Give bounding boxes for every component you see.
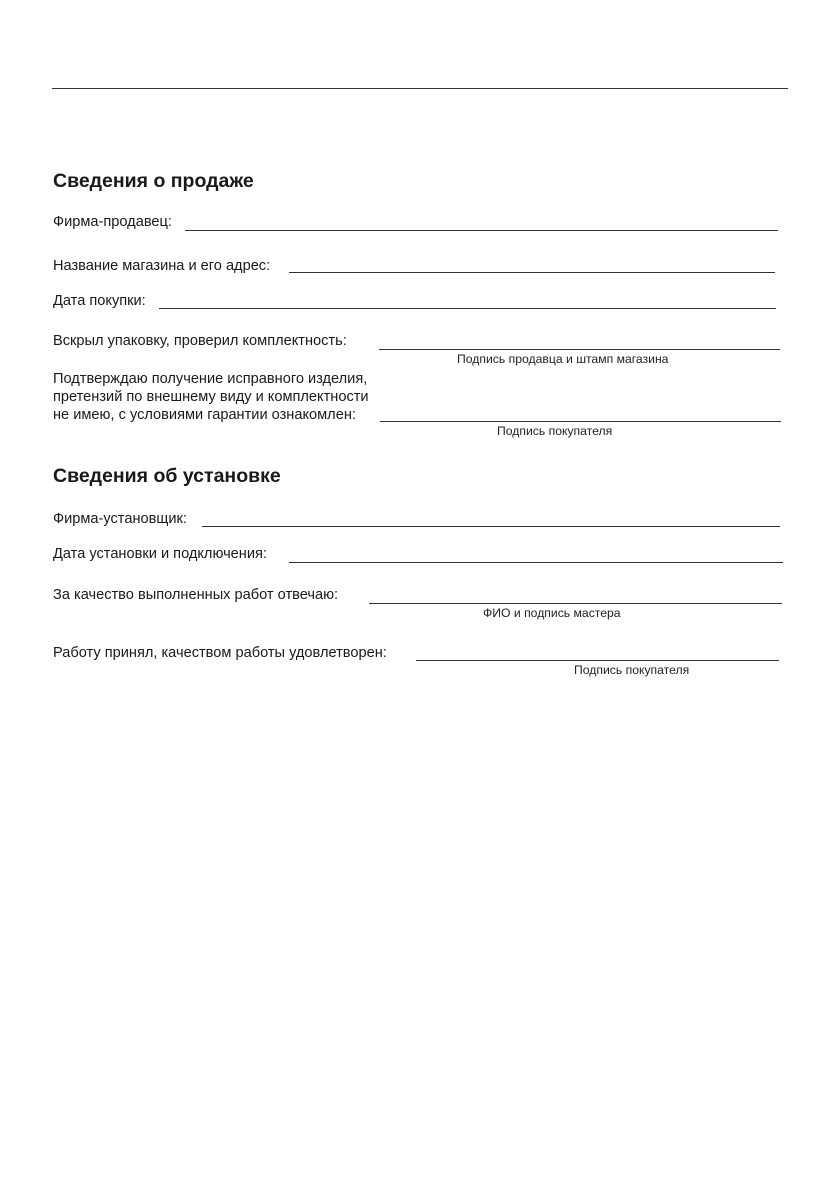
store-label: Название магазина и его адрес: <box>53 258 271 274</box>
master-caption: ФИО и подпись мастера <box>483 606 621 620</box>
confirm-line-3: не имею, с условиями гарантии ознакомлен: <box>53 407 356 423</box>
install-date-label: Дата установки и подключения: <box>53 546 267 562</box>
buyer-signature-field[interactable] <box>380 421 781 422</box>
confirm-line-1: Подтверждаю получение исправного изделия, <box>53 371 368 387</box>
store-field[interactable] <box>289 272 775 273</box>
seller-label: Фирма-продавец: <box>53 214 172 230</box>
installer-field[interactable] <box>202 526 780 527</box>
quality-label: За качество выполненных работ отвечаю: <box>53 587 339 603</box>
accepted-label: Работу принял, качеством работы удовлетворен: <box>53 645 387 661</box>
unpacked-label: Вскрыл упаковку, проверил комплектность: <box>53 333 347 349</box>
buyer-signature-caption: Подпись покупателя <box>497 424 613 438</box>
installation-buyer-signature-field[interactable] <box>416 660 779 661</box>
master-signature-field[interactable] <box>369 603 782 604</box>
sale-heading: Сведения о продаже <box>53 170 254 192</box>
confirm-line-2: претензий по внешнему виду и комплектности <box>53 389 369 405</box>
top-divider <box>52 88 788 89</box>
seller-signature-caption: Подпись продавца и штамп магазина <box>457 352 669 366</box>
installer-label: Фирма-установщик: <box>53 511 187 527</box>
seller-field[interactable] <box>185 230 778 231</box>
installation-buyer-signature-caption: Подпись покупателя <box>574 663 690 677</box>
install-date-field[interactable] <box>289 562 783 563</box>
purchase-date-label: Дата покупки: <box>53 293 146 309</box>
purchase-date-field[interactable] <box>159 308 776 309</box>
installation-heading: Сведения об установке <box>53 465 281 487</box>
seller-signature-field[interactable] <box>379 349 780 350</box>
confirm-text <box>53 370 369 424</box>
